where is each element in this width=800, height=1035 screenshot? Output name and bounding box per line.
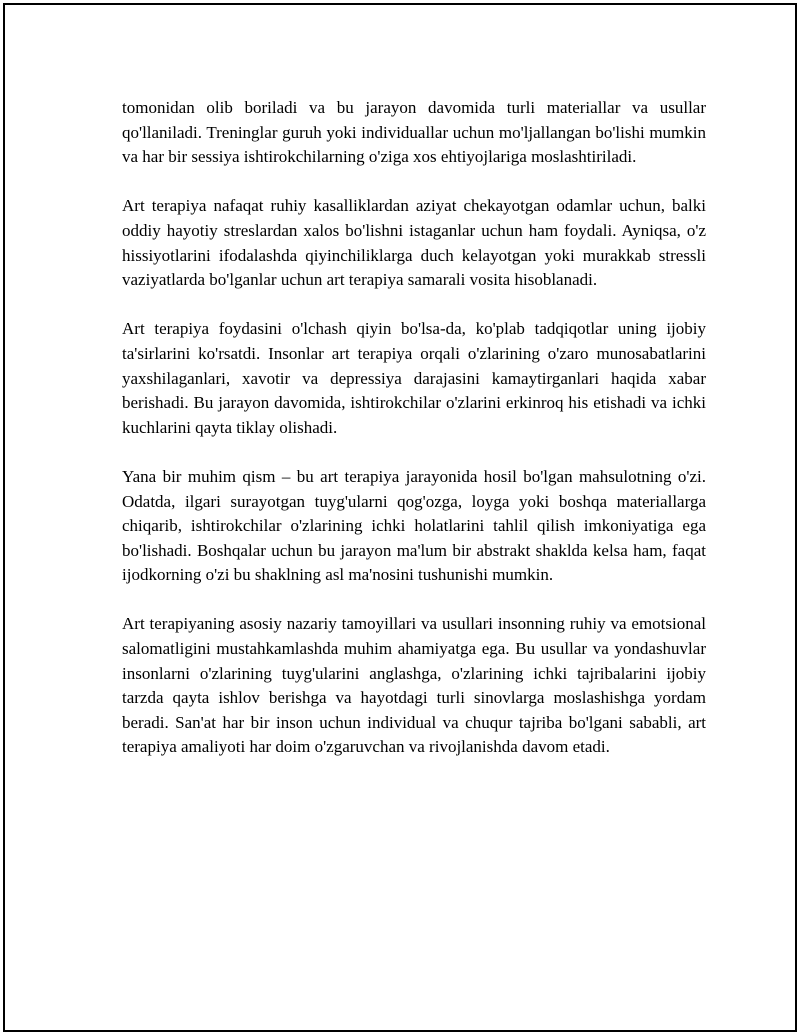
paragraph-4: Yana bir muhim qism – bu art terapiya jarayonida hosil bo'lgan mahsulotning o'zi. Odatda, ilgari surayotgan tuyg'ularni qog'ozga, loyga yoki boshqa materiallarga chiqarib, ishtirokchilar o'zlarining ichki holatlarini tahlil qilish imkoniyatiga ega bo'lishadi. Boshqalar uchun bu jarayon ma'lum bir abstrakt shaklda kelsa ham, faqat ijodkorning o'zi bu shaklning asl ma'nosini tushunishi mumkin. — [122, 466, 706, 585]
paragraph-3: Art terapiya foydasini o'lchash qiyin bo'lsa-da, ko'plab tadqiqotlar uning ijobiy ta'sirlarini ko'rsatdi. Insonlar art terapiya orqali o'zlarining o'zaro munosabatlarini yaxshilaganlari, xavotir va depressiya darajasini kamaytirganlari haqida xabar berishadi. Bu jarayon davomida, ishtirokchilar o'zlarini erkinroq his etishadi va ichki kuchlarini qayta tiklay olishadi. — [122, 319, 706, 437]
paragraph-5: Art terapiyaning asosiy nazariy tamoyillari va usullari insonning ruhiy va emotsional salomatligini mustahkamlashda muhim ahamiyatga ega. Bu usullar va yondashuvlar insonlarni o'zlarining tuyg'ularini anglashga, o'zlarining ichki tajribalarini ijobiy tarzda qayta ishlov berishga va hayotdagi turli sinovlarga moslashishga yordam beradi. San'at har bir inson uchun individual va chuqur tajriba bo'lgani sababli, art terapiya amaliyoti har doim o'zgaruvchan va rivojlanishda davom etadi. — [122, 614, 706, 757]
paragraph-2: Art terapiya nafaqat ruhiy kasalliklardan aziyat chekayotgan odamlar uchun, balki oddiy hayotiy streslardan xalos bo'lishni istaganlar uchun ham foydali. Ayniqsa, o'z hissiyotlarini ifodalashda qiyinchiliklarga duch kelayotgan yoki murakkab stressli vaziyatlarda bo'lganlar uchun art terapiya samarali vosita hisoblanadi. — [122, 196, 706, 290]
page — [3, 3, 797, 1032]
paragraph-1: tomonidan olib boriladi va bu jarayon davomida turli materiallar va usullar qo'llaniladi. Treninglar guruh yoki individuallar uchun mo'ljallangan bo'lishi mumkin va har bir sessiya ishtirokchilarning o'ziga xos ehtiyojlariga moslashtiriladi. — [122, 98, 706, 167]
document-body — [122, 96, 706, 760]
